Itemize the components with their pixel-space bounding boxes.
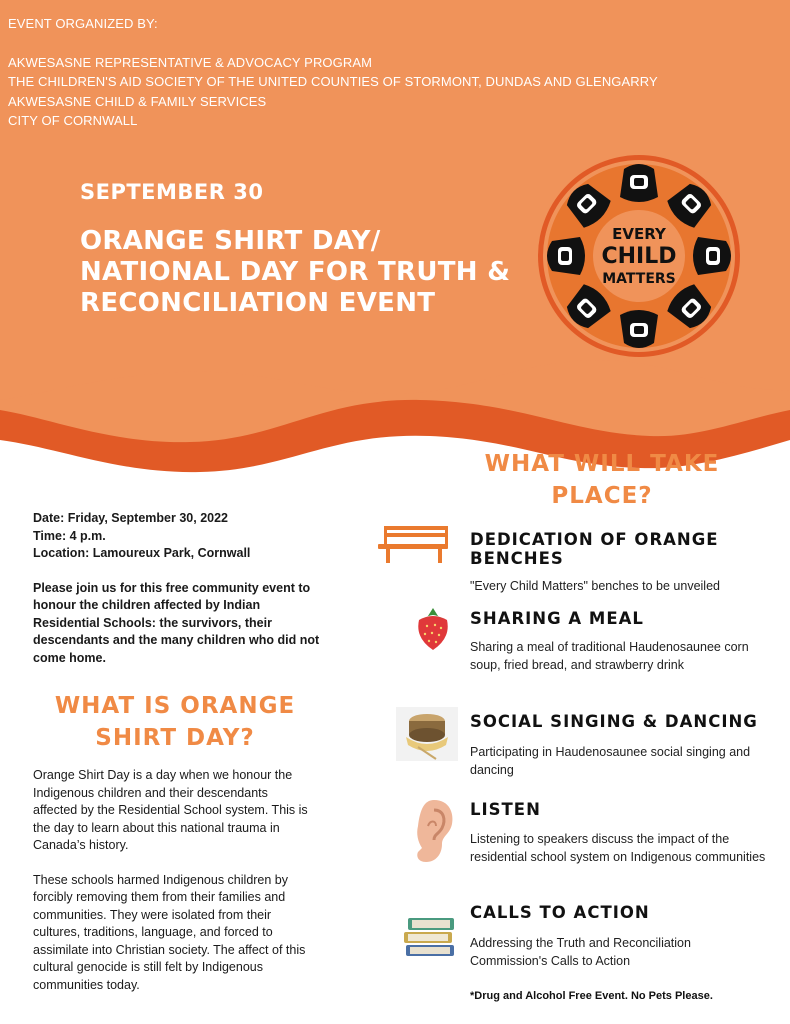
activity-item [470,530,770,596]
activity-title: DEDICATION OF ORANGE BENCHES [470,530,719,568]
logo-text-child: CHILD [601,244,677,269]
organizers-block [8,14,658,131]
event-date-heading: SEPTEMBER 30 [80,180,264,204]
organizer-name: AKWESASNE CHILD & FAMILY SERVICES [8,93,267,109]
activity-item [470,609,770,674]
activity-item [470,903,770,970]
books-icon [402,913,458,959]
event-date: Date: Friday, September 30, 2022 [33,511,228,525]
what-is-paragraph: These schools harmed Indigenous children by forcibly removing them from their families and communities. They were isolated from their cultures, traditions, language, and forced to assimilate into Christian society. The affect of this cultural genocide is still felt by Indigenous communities today. [33,872,306,992]
bench-icon [376,522,452,566]
activity-title: CALLS TO ACTION [470,903,650,922]
drum-icon [396,707,458,761]
what-will-heading-line: WHAT WILL TAKE [484,451,720,477]
activity-description: Sharing a meal of traditional Haudenosaunee corn soup, fried bread, and strawberry drink [470,640,749,672]
activity-item [470,712,770,779]
event-time: Time: 4 p.m. [33,528,106,543]
strawberry-icon [413,604,453,652]
activity-description: Participating in Haudenosaunee social singing and dancing [470,745,751,777]
organizer-name: AKWESASNE REPRESENTATIVE & ADVOCACY PROGRAM [8,54,373,70]
what-will-heading [462,448,742,512]
organized-by-label: EVENT ORGANIZED BY: [8,16,158,31]
what-is-body [33,767,313,994]
every-child-matters-logo [536,153,742,359]
event-invitation: Please join us for this free community event to honour the children affected by Indian Residential Schools: the survivors, their descendants and the many children who did not come home. [33,580,320,665]
what-is-heading [30,690,320,754]
activity-title: SOCIAL SINGING & DANCING [470,712,758,731]
logo-text-every: EVERY [612,225,666,243]
what-is-heading-line: WHAT IS ORANGE [54,693,296,719]
activity-title: SHARING A MEAL [470,609,644,628]
event-title-line: NATIONAL DAY FOR TRUTH & [80,257,511,287]
logo-text-matters: MATTERS [602,271,676,287]
activity-description: "Every Child Matters" benches to be unveiled [470,579,720,593]
activity-title: LISTEN [470,800,541,819]
what-is-paragraph: Orange Shirt Day is a day when we honour the Indigenous children and their descendants affected by the Residential School system. This is the day to learn about this national trauma in Canada’s history. [33,768,308,852]
event-title-line: ORANGE SHIRT DAY/ [80,226,381,256]
organizer-name: THE CHILDREN'S AID SOCIETY OF THE UNITED COUNTIES OF STORMONT, DUNDAS AND GLENGARRY [8,74,658,89]
ear-icon [412,798,456,864]
organizer-name: CITY OF CORNWALL [8,113,138,128]
footnote: *Drug and Alcohol Free Event. No Pets Please. [470,990,713,1002]
event-title [80,226,550,319]
event-title-line: RECONCILIATION EVENT [80,288,436,318]
what-will-heading-line: PLACE? [551,483,653,509]
what-is-heading-line: SHIRT DAY? [95,725,255,751]
activity-description: Listening to speakers discuss the impact of the residential school system on Indigenous communities [470,832,766,864]
event-details [33,510,323,667]
activity-item [470,800,770,866]
event-location: Location: Lamoureux Park, Cornwall [33,546,251,560]
activity-description: Addressing the Truth and Reconciliation Commission's Calls to Action [470,936,691,968]
